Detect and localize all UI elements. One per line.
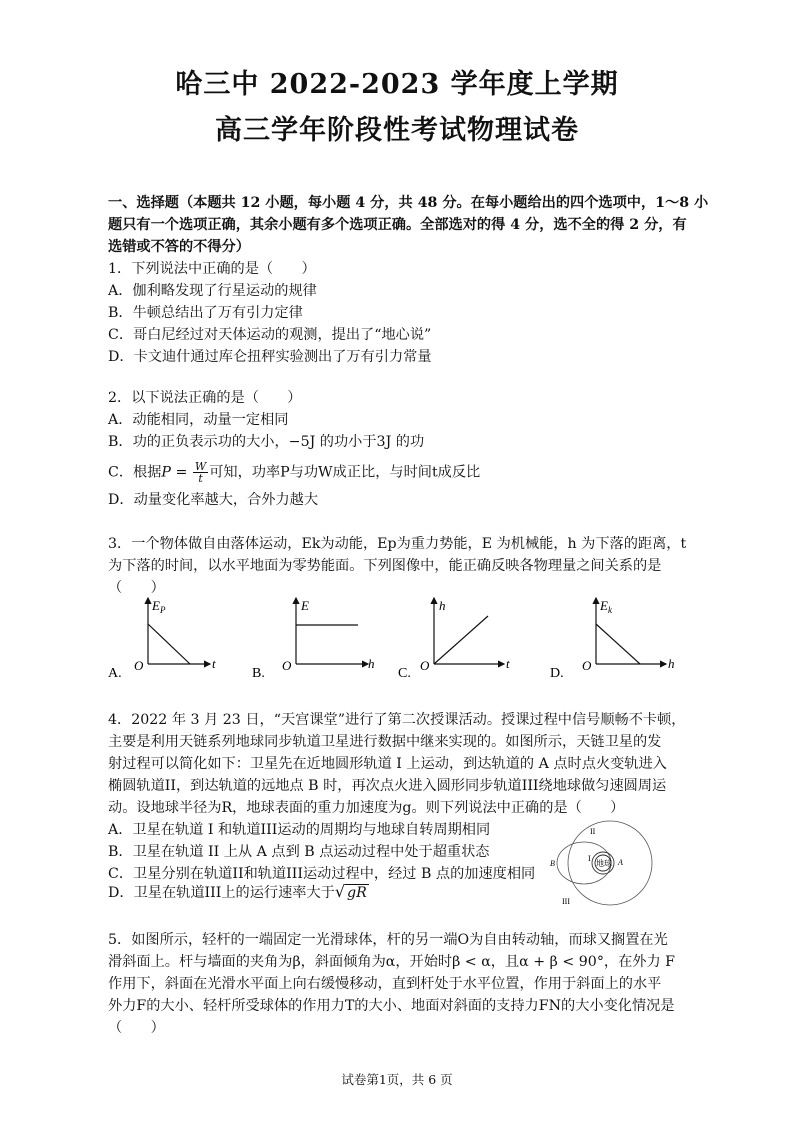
orbit-ii-label: II — [590, 827, 596, 836]
fraction — [193, 461, 208, 484]
graph-c-y-label: h — [439, 598, 446, 613]
graph-d-label: D. — [550, 666, 564, 681]
question-3-graphs — [100, 594, 700, 686]
graph-d-curve — [596, 624, 640, 664]
question-4-option-b: B．卫星在轨道 II 上从 A 点到 B 点运动过程中处于超重状态 — [108, 844, 490, 860]
question-5-line: 5．如图所示，轻杆的一端固定一光滑球体，杆的另一端O为自由转动轴，而球又搁置在光 — [108, 932, 668, 948]
graph-b — [252, 598, 375, 681]
graph-d-y-label: $E_k$ — [600, 598, 612, 615]
earth-label: 地球 — [596, 859, 612, 868]
formula-lhs: P = — [161, 464, 188, 481]
graph-c — [398, 598, 510, 681]
question-4-line: 动。设地球半径为R，地球表面的重力加速度为g。则下列说法中正确的是（ ） — [108, 800, 625, 816]
graph-c-curve — [434, 616, 488, 664]
point-b-label: B — [550, 859, 555, 868]
question-3-line: 为下落的时间，以水平地面为零势能面。下列图像中，能正确反映各物理量之间关系的是 — [108, 558, 662, 574]
sqrt-sign: √ — [334, 882, 346, 901]
graph-d — [550, 598, 675, 681]
fraction-numerator: W — [194, 460, 207, 473]
option-c-prefix: C．根据 — [108, 464, 162, 481]
option-d-text: D．卫星在轨道III上的运行速率大于 — [108, 885, 335, 901]
question-1-stem: 1．下列说法中正确的是（ ） — [108, 261, 316, 277]
question-5-line: （ ） — [108, 1020, 165, 1036]
graph-b-y-label: E — [301, 598, 309, 613]
graph-d-x-label: h — [668, 656, 675, 671]
question-5-line: 外力F的大小、轻杆所受球体的作用力T的大小、地面对斜面的支持力FN的大小变化情况是 — [108, 998, 675, 1014]
section-instructions: 一、选择题（本题共 12 小题，每小题 4 分，共 48 分。在每小题给出的四个选项中，1～8 小 — [108, 195, 709, 211]
graph-c-x-label: t — [506, 656, 510, 671]
question-2-option-a: A．动能相同，动量一定相同 — [108, 412, 289, 428]
graph-b-x-label: h — [368, 656, 375, 671]
question-2-option-c — [108, 461, 480, 484]
section-instructions: 选错或不答的不得分） — [108, 239, 250, 255]
graph-a-curve — [148, 624, 190, 664]
graph-c-label: C. — [398, 666, 411, 681]
question-5-line: 作用下，斜面在光滑水平面上向右缓慢移动，直到杆处于水平位置，作用于斜面上的水平 — [108, 976, 662, 992]
question-4-option-c: C．卫星分别在轨道II和轨道III运动过程中，经过 B 点的加速度相同 — [108, 866, 536, 882]
graph-d-origin: O — [582, 658, 592, 673]
graph-a-origin: O — [134, 658, 144, 673]
point-a-label: A — [618, 858, 623, 867]
question-4-line: 射过程可以简化如下：卫星先在近地圆形轨道 I 上运动，到达轨道的 A 点时点火变轨进入 — [108, 756, 667, 772]
question-4-line: 主要是利用天链系列地球同步轨道卫星进行数据中继来实现的。如图所示，天链卫星的发 — [108, 734, 662, 750]
graph-a-x-label: t — [212, 656, 216, 671]
question-5-line: 滑斜面上。杆与墙面的夹角为β，斜面倾角为α，开始时β < α，且α + β < 90°，在外力 F — [108, 954, 676, 970]
question-2-option-b: B．功的正负表示功的大小，−5J 的功小于3J 的功 — [108, 434, 425, 450]
question-2-stem: 2．以下说法正确的是（ ） — [108, 390, 302, 406]
graph-a-label: A. — [108, 666, 122, 681]
exam-title-line1: 哈三中 2022-2023 学年度上学期 — [175, 69, 619, 100]
sqrt-radicand: gR — [347, 885, 367, 901]
graph-b-label: B. — [252, 666, 265, 681]
question-4-line: 4．2022 年 3 月 23 日，“天宫课堂”进行了第二次授课活动。授课过程中信号顺畅不卡顿， — [108, 712, 686, 728]
graph-a — [108, 598, 216, 681]
question-3-line: （ ） — [108, 580, 165, 596]
question-1-option-a: A．伽利略发现了行星运动的规律 — [108, 283, 317, 299]
question-4-option-d — [108, 882, 369, 902]
question-1-option-b: B．牛顿总结出了万有引力定律 — [108, 305, 303, 321]
question-4-option-a: A．卫星在轨道 I 和轨道III运动的周期均与地球自转周期相同 — [108, 822, 491, 838]
option-c-text: 可知，功率P与功W成正比，与时间t成反比 — [209, 464, 481, 481]
orbit-iii-label: III — [562, 897, 570, 906]
graph-c-origin: O — [420, 658, 430, 673]
exam-title-line2: 高三学年阶段性考试物理试卷 — [215, 115, 579, 146]
question-1-option-d: D．卡文迪什通过库仑扭秤实验测出了万有引力常量 — [108, 349, 432, 365]
orbit-i-label: I — [588, 854, 591, 863]
orbit-diagram — [542, 818, 666, 908]
question-4-line: 椭圆轨道II，到达轨道的远地点 B 时，再次点火进入圆形同步轨道III绕地球做匀速圆周运 — [108, 778, 667, 794]
question-1-option-c: C．哥白尼经过对天体运动的观测，提出了“地心说” — [108, 327, 432, 343]
page-footer: 试卷第1页，共 6 页 — [341, 1072, 453, 1087]
fraction-denominator: t — [198, 472, 203, 485]
question-2-option-d: D．动量变化率越大，合外力越大 — [108, 492, 319, 508]
graph-b-origin: O — [282, 658, 292, 673]
section-instructions: 题只有一个选项正确，其余小题有多个选项正确。全部选对的得 4 分，选不全的得 2 分，有 — [108, 217, 687, 233]
graph-a-y-label: $E_P$ — [152, 598, 166, 615]
question-3-line: 3．一个物体做自由落体运动，Ek为动能，Ep为重力势能，E 为机械能，h 为下落的距离，t — [108, 536, 687, 552]
